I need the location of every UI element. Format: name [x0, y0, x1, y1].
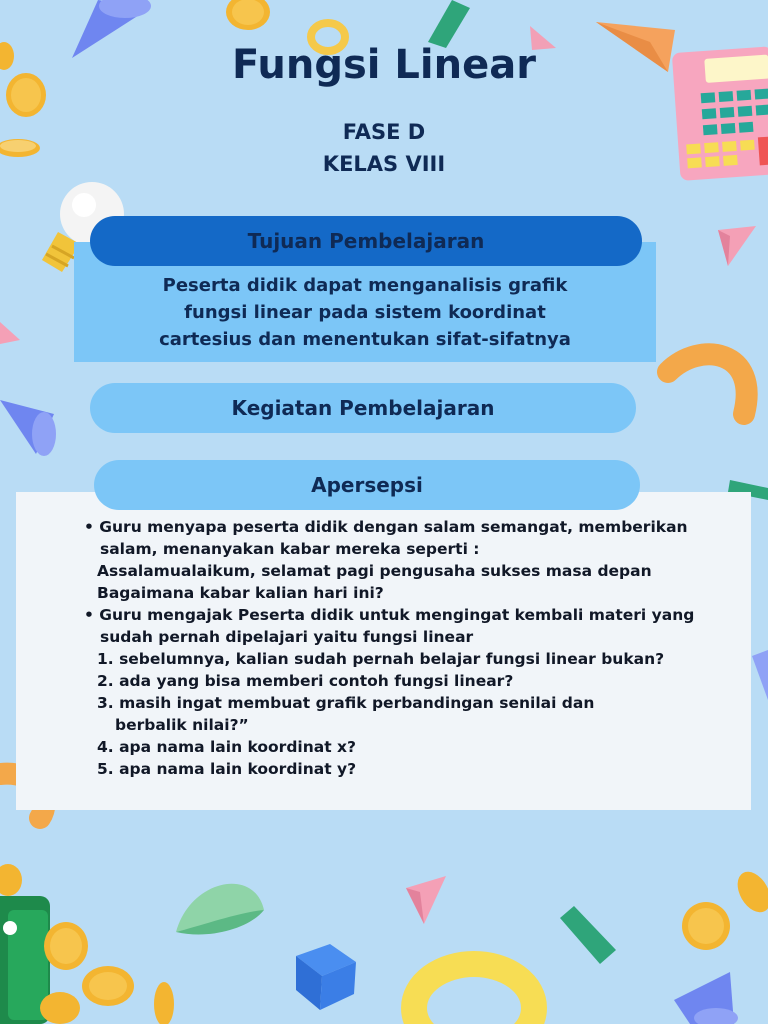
bullet-line: • Guru menyapa peserta didik dengan salam semangat, memberikan: [84, 518, 688, 536]
question-item: 2. ada yang bisa memberi contoh fungsi linear?: [97, 672, 514, 690]
question-item: berbalik nilai?”: [115, 716, 249, 734]
bullet-line: salam, menanyakan kabar mereka seperti :: [100, 540, 480, 558]
bullet-line: • Guru mengajak Peserta didik untuk mengingat kembali materi yang: [84, 606, 695, 624]
question-item: 1. sebelumnya, kalian sudah pernah belajar fungsi linear bukan?: [97, 650, 665, 668]
goals-line: fungsi linear pada sistem koordinat: [184, 302, 546, 323]
coin-icon: [154, 982, 174, 1024]
goals-heading-pill: [90, 216, 642, 266]
phase-label: FASE D: [342, 120, 426, 144]
bullet-line: Assalamualaikum, selamat pagi pengusaha sukses masa depan: [97, 562, 652, 580]
goals-line: cartesius dan menentukan sifat-sifatnya: [159, 329, 571, 350]
cylinder-icon: [560, 906, 616, 964]
coin-icon: [682, 902, 730, 950]
goals-line: Peserta didik dapat menganalisis grafik: [162, 275, 568, 296]
apersepsi-heading-pill: [94, 460, 640, 510]
goals-heading: Tujuan Pembelajaran: [247, 229, 485, 253]
coin-icon: [44, 922, 88, 970]
pyramid-icon: [406, 876, 446, 924]
pyramid-icon: [718, 226, 756, 266]
cone-icon: [674, 972, 738, 1024]
coin-icon: [226, 0, 270, 30]
torus-icon: [414, 964, 534, 1024]
page-title: Fungsi Linear: [232, 42, 536, 88]
coin-icon: [40, 992, 80, 1024]
grade-label: KELAS VIII: [322, 152, 446, 176]
goals-text: [74, 272, 656, 353]
coin-icon: [0, 864, 22, 896]
coin-icon: [731, 866, 768, 918]
bullet-line: sudah pernah dipelajari yaitu fungsi linear: [100, 628, 474, 646]
arc-icon: [668, 354, 747, 414]
question-item: 3. masih ingat membuat grafik perbandingan senilai dan: [97, 694, 595, 712]
activities-heading: Kegiatan Pembelajaran: [231, 396, 495, 420]
hemisphere-icon: [176, 884, 264, 935]
pyramid-icon: [0, 322, 20, 344]
question-item: 4. apa nama lain koordinat x?: [97, 738, 357, 756]
cone-icon: [0, 400, 56, 456]
apersepsi-text: [84, 516, 724, 780]
cube-icon: [296, 944, 356, 1010]
question-item: 5. apa nama lain koordinat y?: [97, 760, 357, 778]
bullet-line: Bagaimana kabar kalian hari ini?: [97, 584, 384, 602]
apersepsi-heading: Apersepsi: [311, 473, 423, 497]
cylinder-icon: [428, 0, 470, 48]
activities-heading-pill: [90, 383, 636, 433]
coin-icon: [82, 966, 134, 1006]
cone-icon: [752, 650, 768, 700]
